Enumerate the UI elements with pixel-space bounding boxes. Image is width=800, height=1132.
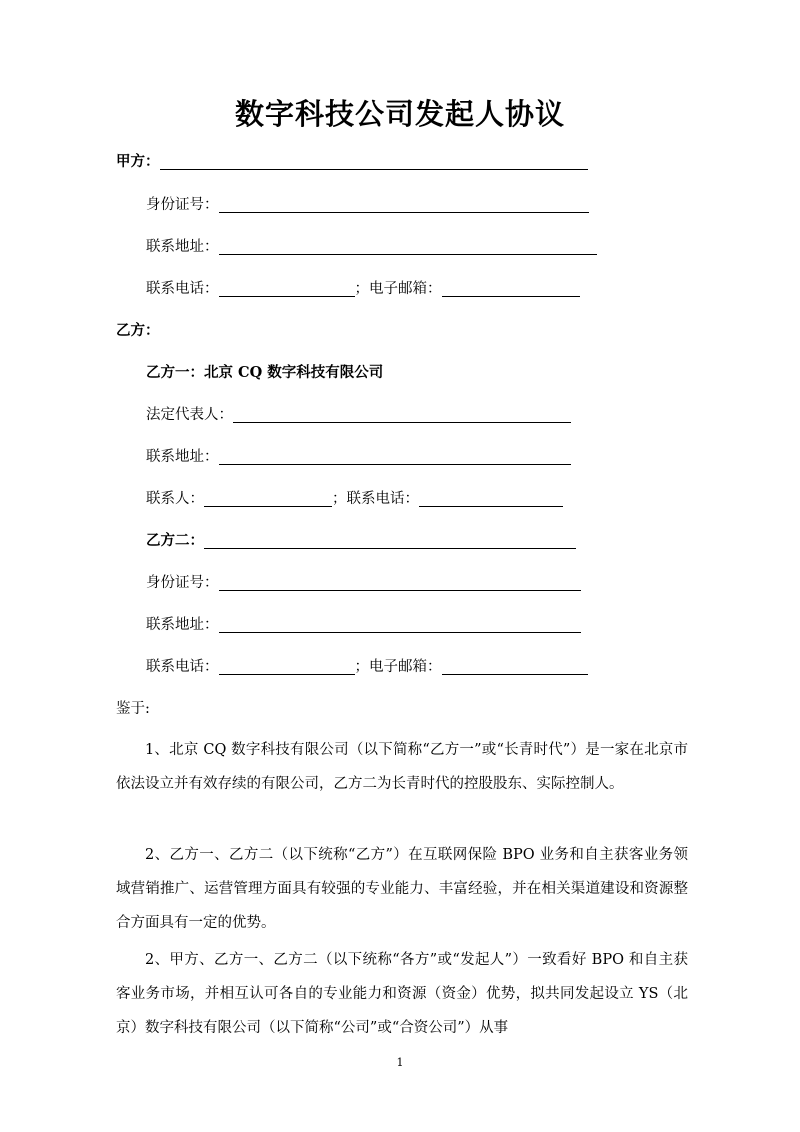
party-b1-address-label: 联系地址： [146, 449, 219, 465]
document-title: 数字科技公司发起人协议 [234, 97, 565, 131]
paragraph-text: 2、乙方一、乙方二（以下统称“乙方”）在互联网保险 BPO 业务和自主获客业务领域营销推广、运营管理方面具有较强的专业能力、丰富经验，并在相关渠道建设和资源整合方面具有一定的优势。 [116, 847, 688, 931]
whereas-heading [116, 699, 150, 719]
party-a-id-line [146, 195, 589, 215]
party-b1-separator: ； [332, 491, 347, 507]
party-a-address-line [146, 237, 597, 257]
paragraph-text: 2、甲方、乙方一、乙方二（以下统称“各方”或“发起人”）一致看好 BPO 和自主获客业务市场，并相互认可各自的专业能力和资源（资金）优势，拟共同发起设立 YS（北京）数字科技有限公司（以下简称“公司”或“合资公司”）从事 [116, 952, 688, 1036]
party-b2-address-blank[interactable] [219, 617, 581, 633]
party-a-line [116, 152, 588, 172]
party-b1-phone-label: 联系电话： [346, 491, 419, 507]
party-a-id-label: 身份证号： [146, 197, 219, 213]
party-b2-contact-line [146, 657, 588, 677]
party-b2-line [146, 531, 576, 551]
party-b2-name-blank[interactable] [204, 533, 576, 549]
party-b2-phone-blank[interactable] [219, 659, 355, 675]
party-b-label: 乙方： [116, 322, 160, 339]
paragraph-text: 1、北京 CQ 数字科技有限公司（以下简称“乙方一”或“长青时代”）是一家在北京市依法设立并有效存续的有限公司，乙方二为长青时代的控股股东、实际控制人。 [116, 742, 688, 792]
party-b2-id-label: 身份证号： [146, 575, 219, 591]
party-a-phone-blank[interactable] [219, 281, 355, 297]
party-b1-rep-blank[interactable] [233, 407, 571, 423]
party-b2-email-blank[interactable] [442, 659, 588, 675]
party-b2-id-line [146, 573, 581, 593]
page-number: 1 [396, 1056, 404, 1069]
party-a-name-blank[interactable] [160, 154, 588, 170]
party-b2-label: 乙方二： [146, 532, 204, 549]
party-b2-separator: ； [354, 659, 369, 675]
whereas-paragraph-3 [116, 943, 688, 1045]
party-a-address-label: 联系地址： [146, 239, 219, 255]
whereas-label: 鉴于: [116, 701, 150, 717]
whereas-paragraph-1 [116, 733, 688, 801]
party-b2-address-label: 联系地址： [146, 617, 219, 633]
party-b2-id-blank[interactable] [219, 575, 581, 591]
party-b1-rep-line [146, 405, 571, 425]
party-b1-phone-blank[interactable] [419, 491, 563, 507]
party-a-email-label: 电子邮箱： [369, 281, 442, 297]
party-b1-label: 乙方一：北京 CQ 数字科技有限公司 [146, 364, 384, 381]
party-b-line [116, 321, 160, 341]
party-b1-line [146, 363, 383, 383]
party-b1-address-line [146, 447, 571, 467]
party-b1-address-blank[interactable] [219, 449, 571, 465]
party-a-contact-line [146, 279, 580, 299]
party-a-label: 甲方： [116, 153, 160, 170]
party-b2-phone-label: 联系电话： [146, 659, 219, 675]
party-a-phone-label: 联系电话： [146, 281, 219, 297]
party-b1-contact-blank[interactable] [204, 491, 332, 507]
party-b1-rep-label: 法定代表人： [146, 407, 233, 423]
party-b1-contact-label: 联系人： [146, 491, 204, 507]
party-b1-contact-line [146, 489, 563, 509]
party-b2-email-label: 电子邮箱： [369, 659, 442, 675]
party-a-address-blank[interactable] [219, 239, 597, 255]
party-a-separator: ； [354, 281, 369, 297]
party-a-email-blank[interactable] [442, 281, 580, 297]
party-b2-address-line [146, 615, 581, 635]
party-a-id-blank[interactable] [219, 197, 589, 213]
whereas-paragraph-2 [116, 838, 688, 940]
